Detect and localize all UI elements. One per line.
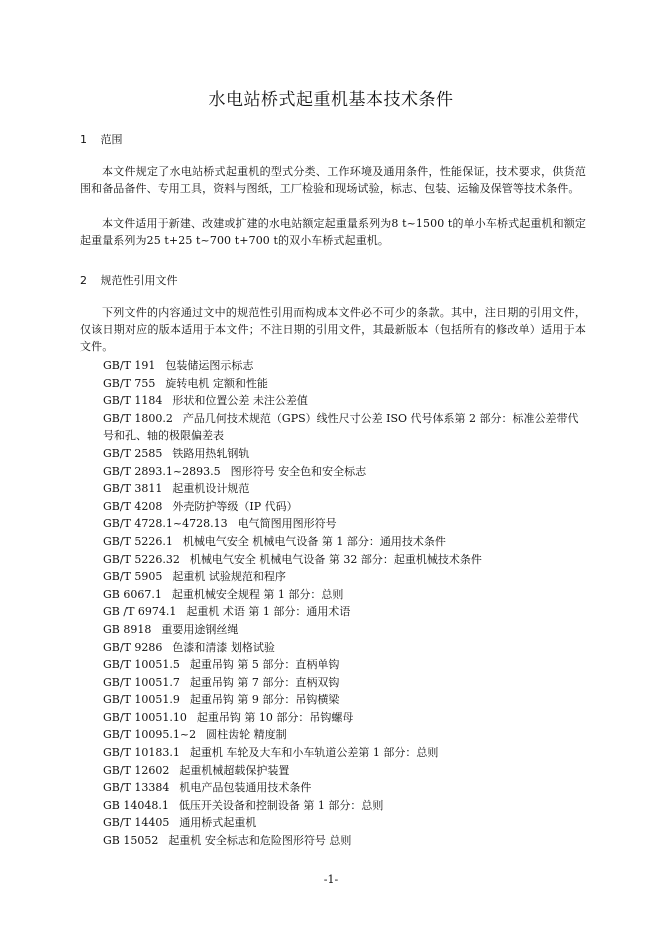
reference-item: [103, 515, 589, 533]
reference-title: 机械电气安全 机械电气设备 第 1 部分：通用技术条件: [182, 534, 446, 548]
reference-item: [103, 691, 589, 709]
reference-code: GB/T 5905: [103, 570, 163, 584]
reference-code: GB/T 10051.7: [103, 675, 180, 689]
section-number: 2: [80, 274, 87, 287]
reference-code: GB/T 2893.1~2893.5: [103, 464, 221, 478]
reference-item: [103, 762, 589, 780]
section-title: 规范性引用文件: [100, 274, 178, 287]
reference-title: 圆柱齿轮 精度制: [206, 728, 287, 742]
reference-title: 起重吊钩 第 9 部分：吊钩横梁: [189, 693, 340, 707]
reference-code: GB/T 10051.5: [103, 658, 180, 672]
reference-item: [103, 656, 589, 674]
reference-item: [103, 586, 589, 604]
scope-paragraph-2: 本文件适用于新建、改建或扩建的水电站额定起重量系列为8 t~1500 t的单小车桥式起重机和额定起重量系列为25 t+25 t~700 t+700 t的双小车桥式起重机。: [80, 217, 586, 247]
reference-title: 色漆和清漆 划格试验: [172, 640, 275, 654]
reference-item: [103, 463, 589, 481]
reference-item: [103, 709, 589, 727]
reference-code: GB/T 1800.2: [103, 411, 173, 425]
reference-item: [103, 410, 589, 445]
reference-code: GB/T 5226.32: [103, 552, 180, 566]
reference-item: [103, 832, 589, 850]
reference-code: GB 8918: [103, 622, 152, 636]
reference-title: 铁路用热轧钢轨: [172, 446, 250, 460]
reference-title: 机械电气安全 机械电气设备 第 32 部分：起重机械技术条件: [189, 552, 482, 566]
reference-item: [103, 480, 589, 498]
reference-item: [103, 445, 589, 463]
section-heading-references: [80, 272, 178, 288]
reference-title: 旋转电机 定额和性能: [165, 376, 268, 390]
reference-item: [103, 779, 589, 797]
reference-item: [103, 797, 589, 815]
reference-title: 形状和位置公差 未注公差值: [172, 394, 308, 408]
references-intro: 下列文件的内容通过文中的规范性引用而构成本文件必不可少的条款。其中，注日期的引用文件，仅该日期对应的版本适用于本文件；不注日期的引用文件，其最新版本（包括所有的修改单）适用于本文件。: [80, 306, 586, 353]
reference-code: GB 14048.1: [103, 798, 169, 812]
reference-item: [103, 621, 589, 639]
reference-title: 低压开关设备和控制设备 第 1 部分：总则: [178, 798, 384, 812]
reference-code: GB 6067.1: [103, 587, 162, 601]
reference-title: 通用桥式起重机: [179, 816, 257, 830]
reference-title: 包装储运图示标志: [165, 359, 254, 372]
reference-code: GB/T 10095.1~2: [103, 728, 197, 742]
reference-title: 图形符号 安全色和安全标志: [230, 464, 367, 478]
reference-title: 起重机 试验规范和程序: [172, 570, 286, 584]
section-heading-scope: [80, 131, 123, 147]
page-number: -1-: [323, 873, 339, 886]
reference-code: GB/T 5226.1: [103, 534, 173, 548]
reference-code: GB/T 14405: [103, 816, 170, 830]
reference-item: [103, 498, 589, 516]
reference-code: GB/T 755: [103, 376, 156, 390]
reference-code: GB/T 3811: [103, 482, 163, 496]
reference-title: 电气简图用图形符号: [237, 517, 337, 531]
scope-paragraph-1: 本文件规定了水电站桥式起重机的型式分类、工作环境及通用条件，性能保证，技术要求，供货范围和备品备件、专用工具，资料与图纸，工厂检验和现场试验，标志、包装、运输及保管等技术条件。: [80, 165, 586, 195]
section-number: 1: [80, 133, 87, 146]
reference-code: GB/T 191: [103, 359, 156, 372]
reference-item: [103, 603, 589, 621]
reference-item: [103, 744, 589, 762]
reference-code: GB /T 6974.1: [103, 605, 177, 619]
document-title: 水电站桥式起重机基本技术条件: [208, 90, 454, 110]
reference-code: GB/T 1184: [103, 394, 163, 408]
reference-code: GB/T 4208: [103, 499, 163, 513]
reference-list: [103, 357, 589, 850]
reference-code: GB/T 10051.10: [103, 710, 187, 724]
reference-title: 起重机设计规范: [172, 482, 250, 496]
reference-code: GB/T 12602: [103, 763, 170, 777]
reference-title: 起重吊钩 第 10 部分：吊钩螺母: [196, 710, 354, 724]
reference-item: [103, 674, 589, 692]
reference-code: GB/T 9286: [103, 640, 163, 654]
reference-item: [103, 392, 589, 410]
reference-title: 起重机 车轮及大车和小车轨道公差第 1 部分：总则: [189, 746, 439, 760]
reference-item: [103, 357, 589, 375]
reference-item: [103, 551, 589, 569]
reference-code: GB/T 4728.1~4728.13: [103, 517, 228, 531]
reference-item: [103, 726, 589, 744]
reference-item: [103, 533, 589, 551]
reference-item: [103, 375, 589, 393]
reference-title: 起重机械超载保护装置: [179, 763, 290, 777]
reference-code: GB/T 10183.1: [103, 746, 180, 760]
section-title: 范围: [100, 133, 123, 146]
reference-title: 重要用途钢丝绳: [161, 622, 239, 636]
reference-item: [103, 639, 589, 657]
reference-item: [103, 568, 589, 586]
reference-title: 起重机 安全标志和危险图形符号 总则: [168, 834, 352, 848]
reference-code: GB 15052: [103, 834, 159, 848]
reference-title: 机电产品包装通用技术条件: [179, 781, 312, 795]
reference-title: 外壳防护等级（IP 代码）: [172, 499, 298, 513]
reference-code: GB/T 13384: [103, 781, 170, 795]
reference-item: [103, 814, 589, 832]
reference-code: GB/T 2585: [103, 446, 163, 460]
reference-title: 起重吊钩 第 5 部分：直柄单钩: [189, 658, 340, 672]
reference-code: GB/T 10051.9: [103, 693, 180, 707]
reference-title: 起重吊钩 第 7 部分：直柄双钩: [189, 675, 340, 689]
reference-title: 产品几何技术规范（GPS）线性尺寸公差 ISO 代号体系第 2 部分：标准公差带代号和孔、轴的极限偏差表: [103, 411, 579, 443]
reference-title: 起重机 术语 第 1 部分：通用术语: [186, 605, 351, 619]
reference-title: 起重机械安全规程 第 1 部分：总则: [171, 587, 344, 601]
